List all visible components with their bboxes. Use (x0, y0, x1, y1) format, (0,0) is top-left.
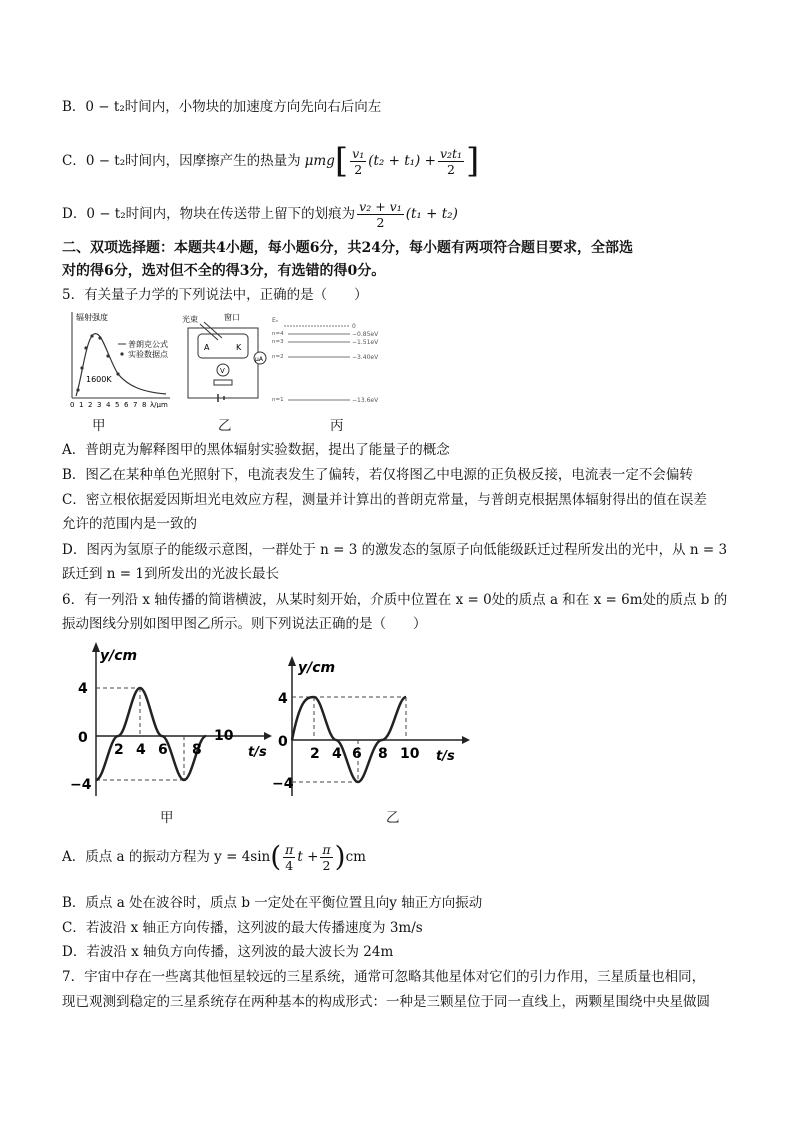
cathode-label: K (236, 343, 242, 352)
q4-option-c-frac2 (438, 146, 464, 177)
x-tick-6: 6 (352, 746, 362, 762)
q5-caption-bing: 丙 (330, 418, 344, 434)
q5-option-c-line1: C．密立根依据爱因斯坦光电效应方程，测量并计算出的普朗克常量，与普朗克根据黑体辐射得出的值在误差 (62, 492, 707, 508)
svg-text:−1.51eV: −1.51eV (352, 339, 379, 346)
svg-text:7: 7 (133, 401, 138, 408)
x-axis-label: t/s (436, 749, 455, 764)
q4-option-c-prefix: C．0 − t₂时间内，因摩擦产生的热量为 (62, 153, 301, 169)
svg-text:1: 1 (79, 401, 84, 408)
frac-num: v₂ + v₁ (359, 198, 402, 214)
x-tick-4: 4 (332, 746, 342, 762)
frac-num: v₁ (352, 145, 365, 161)
svg-text:−13.6eV: −13.6eV (352, 397, 379, 404)
q6-option-a-prefix: A．质点 a 的振动方程为 y = 4sin (62, 849, 271, 865)
left-bracket: [ (334, 141, 349, 181)
q5-figure-bing-energy-levels (270, 312, 380, 406)
voltmeter-label: V (220, 367, 225, 375)
q5-stem: 5．有关量子力学的下列说法中，正确的是（ ） (62, 287, 368, 303)
x-tick-2: 2 (114, 742, 124, 758)
q7-stem-line2: 现已观测到稳定的三星系统存在两种基本的构成形式：一种是三颗星位于同一直线上，两颗星围绕中央星做圆 (62, 994, 710, 1010)
y-tick-0: 0 (78, 730, 88, 746)
svg-text:6: 6 (124, 401, 129, 408)
q4-option-b: B．0 − t₂时间内，小物块的加速度方向先向右后向左 (62, 99, 382, 115)
q4-option-c-mid: (t₂ + t₁) + (368, 153, 436, 169)
microammeter-label: μA (255, 356, 263, 363)
left-paren: ( (270, 840, 282, 873)
q5-caption-yi: 乙 (218, 418, 232, 434)
q6-option-b: B．质点 a 处在波谷时，质点 b 一定处在平衡位置且向y 轴正方向振动 (62, 895, 483, 911)
xlabel: λ/μm (150, 401, 168, 408)
q4-option-d (62, 196, 458, 232)
q6-option-a-frac2 (320, 842, 332, 873)
svg-text:0: 0 (352, 323, 356, 330)
x-tick-6: 6 (158, 742, 168, 758)
frac-den: 2 (447, 161, 455, 177)
q6-caption-yi: 乙 (386, 810, 400, 826)
x-axis-label: t/s (248, 745, 267, 760)
q5-option-a: A．普朗克为解释图甲的黑体辐射实验数据，提出了能量子的概念 (62, 442, 450, 458)
q4-option-c (62, 138, 479, 184)
x-tick-8: 8 (192, 742, 202, 758)
x-ticks (70, 401, 146, 408)
window-label: 窗口 (224, 313, 240, 322)
q5-option-c-line2: 允许的范围内是一致的 (62, 516, 197, 532)
frac-den: 4 (285, 857, 294, 873)
y-tick-neg4: −4 (70, 777, 92, 793)
q6-option-a-unit: cm (345, 849, 366, 865)
q6-graph-jia (62, 640, 272, 800)
q6-option-a-t: t + (297, 849, 319, 865)
q6-option-c: C．若波沿 x 轴正方向传播，这列波的最大传播速度为 3m/s (62, 920, 423, 936)
frac-den: 2 (376, 214, 385, 230)
q4-option-d-frac (357, 199, 404, 230)
frac-num: π (285, 841, 294, 857)
q4-option-c-mu: μmg (304, 153, 335, 169)
ylabel: 辐射强度 (76, 313, 108, 322)
q6-caption-jia: 甲 (160, 810, 174, 826)
x-tick-10: 10 (400, 746, 420, 762)
frac-den: 2 (322, 857, 331, 873)
svg-text:n=3: n=3 (272, 339, 284, 345)
x-tick-10: 10 (214, 728, 234, 744)
q6-option-a-frac1 (283, 842, 295, 873)
energy-label: Eₙ (272, 317, 279, 324)
frac-num: v₂t₁ (439, 145, 463, 161)
q5-option-b: B．图乙在某种单色光照射下，电流表发生了偏转，若仅将图乙中电源的正负极反接，电流表一定不会偏转 (62, 467, 693, 483)
svg-text:n=1: n=1 (272, 397, 284, 403)
svg-text:4: 4 (106, 401, 111, 408)
temperature-label: 1600K (86, 375, 112, 384)
q5-option-d-line2: 跃迁到 n = 1到所发出的光波长最长 (62, 566, 279, 582)
legend-2: 实验数据点 (128, 350, 168, 359)
q5-option-d-line1: D．图丙为氢原子的能级示意图，一群处于 n = 3 的激发态的氢原子向低能级跃迁过程所发出的光中，从 n = 3 (62, 542, 728, 558)
svg-text:−0.85eV: −0.85eV (352, 331, 379, 338)
y-axis-label: y/cm (298, 660, 336, 676)
svg-text:5: 5 (115, 401, 120, 408)
svg-text:2: 2 (88, 401, 93, 408)
q6-option-a (62, 832, 366, 882)
svg-text:0: 0 (70, 401, 75, 408)
frac-den: 2 (354, 161, 363, 177)
svg-text:n=4: n=4 (272, 331, 284, 337)
q5-figure-jia-blackbody (62, 308, 174, 408)
anode-label: A (204, 343, 210, 352)
svg-text:3: 3 (97, 401, 102, 408)
svg-text:8: 8 (142, 401, 147, 408)
y-tick-0: 0 (278, 734, 288, 750)
y-tick-neg4: −4 (272, 776, 294, 792)
y-tick-4: 4 (278, 691, 288, 707)
frac-num: π (322, 841, 331, 857)
x-tick-8: 8 (378, 746, 388, 762)
x-tick-2: 2 (310, 746, 320, 762)
legend-1: 普朗克公式 (128, 340, 168, 349)
svg-text:n=2: n=2 (272, 354, 284, 360)
q6-option-d: D．若波沿 x 轴负方向传播，这列波的最大波长为 24m (62, 944, 394, 960)
q6-stem-line2: 振动图线分别如图甲图乙所示。则下列说法正确的是（ ） (62, 616, 427, 632)
q7-stem-line1: 7．宇宙中存在一些离其他恒星较远的三星系统，通常可忽略其他星体对它们的引力作用，三星质量也相同， (62, 969, 706, 985)
right-bracket: ] (466, 141, 480, 181)
q6-stem-line1: 6．有一列沿 x 轴传播的简谐横波，从某时刻开始，介质中位置在 x = 0处的质点 a 和在 x = 6m处的质点 b 的 (62, 592, 728, 608)
section-2-header-line2: 对的得6分，选对但不全的得3分，有选错的得0分。 (62, 263, 386, 279)
svg-text:−3.40eV: −3.40eV (352, 354, 379, 361)
light-label: 光束 (182, 315, 198, 324)
q4-option-c-frac1 (350, 146, 366, 177)
q5-caption-jia: 甲 (92, 418, 106, 434)
x-tick-4: 4 (136, 742, 146, 758)
right-paren: ) (334, 840, 346, 873)
q6-graph-yi (272, 640, 472, 800)
q4-option-d-tail: (t₁ + t₂) (405, 206, 458, 222)
y-axis-label: y/cm (100, 648, 138, 664)
q5-figure-yi-circuit (180, 310, 270, 406)
y-tick-4: 4 (78, 681, 88, 697)
section-2-header-line1: 二、双项选择题：本题共4小题，每小题6分，共24分，每小题有两项符合题目要求，全部选 (62, 240, 633, 256)
q4-option-d-prefix: D．0 − t₂时间内，物块在传送带上留下的划痕为 (62, 206, 356, 222)
